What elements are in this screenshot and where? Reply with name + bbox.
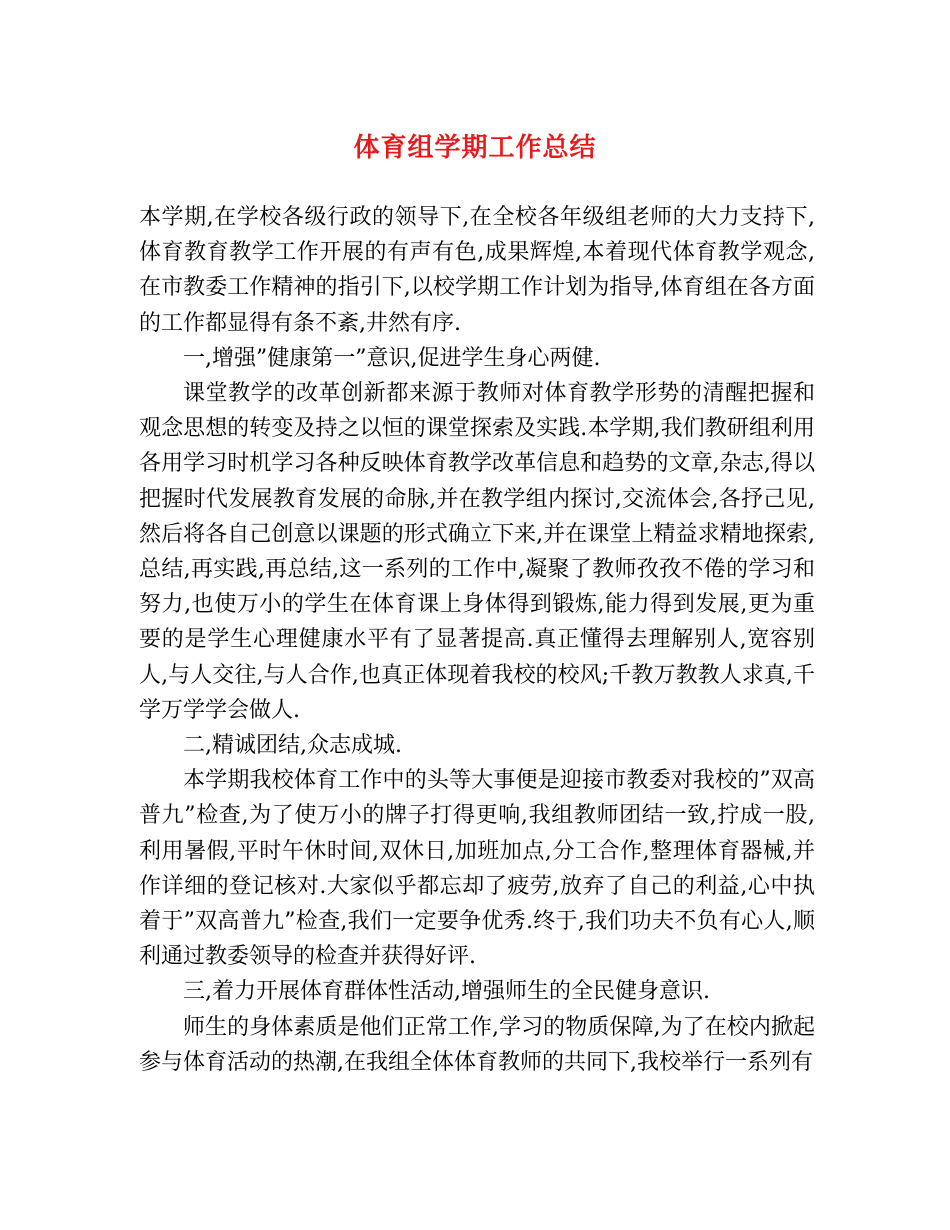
section-paragraph-2: 本学期我校体育工作中的头等大事便是迎接市教委对我校的”双高普九”检查,为了使万小的牌子打得更响,我组教师团结一致,拧成一股,利用暑假,平时午休时间,双休日,加班加点,分工合作,整理体育器械,并作详细的登记核对.大家似乎都忘却了疲劳,放弃了自己的利益,心中执着于”双高普九”检查,我们一定要争优秀.终于,我们功夫不负有心人,顺利通过教委领导的检查并获得好评.: [139, 768, 815, 970]
intro-paragraph: 本学期,在学校各级行政的领导下,在全校各年级组老师的大力支持下,体育教育教学工作开展的有声有色,成果辉煌,本着现代体育教学观念,在市教委工作精神的指引下,以校学期工作计划为指导,体育组在各方面的工作都显得有条不紊,井然有序.: [139, 205, 815, 336]
document-body: [139, 200, 815, 1080]
section-paragraph-1: 课堂教学的改革创新都来源于教师对体育教学形势的清醒把握和观念思想的转变及持之以恒的课堂探索及实践.本学期,我们教研组利用各用学习时机学习各种反映体育教学改革信息和趋势的文章,杂志,得以把握时代发展教育发展的命脉,并在教学组内探讨,交流体会,各抒己见,然后将各自己创意以课题的形式确立下来,并在课堂上精益求精地探索,总结,再实践,再总结,这一系列的工作中,凝聚了教师孜孜不倦的学习和努力,也使万小的学生在体育课上身体得到锻炼,能力得到发展,更为重要的是学生心理健康水平有了显著提高.真正懂得去理解别人,宽容别人,与人交往,与人合作,也真正体现着我校的校风;千教万教教人求真,千学万学学会做人.: [139, 381, 815, 723]
section-heading-1: 一,增强”健康第一”意识,促进学生身心两健.: [183, 345, 601, 371]
section-paragraph-3: 师生的身体素质是他们正常工作,学习的物质保障,为了在校内掀起参与体育活动的热潮,在我组全体体育教师的共同下,我校举行一系列有: [139, 1014, 815, 1075]
document-title: 体育组学期工作总结: [353, 133, 597, 163]
section-heading-3: 三,着力开展体育群体性活动,增强师生的全民健身意识.: [183, 979, 710, 1005]
section-heading-2: 二,精诚团结,众志成城.: [183, 733, 402, 759]
